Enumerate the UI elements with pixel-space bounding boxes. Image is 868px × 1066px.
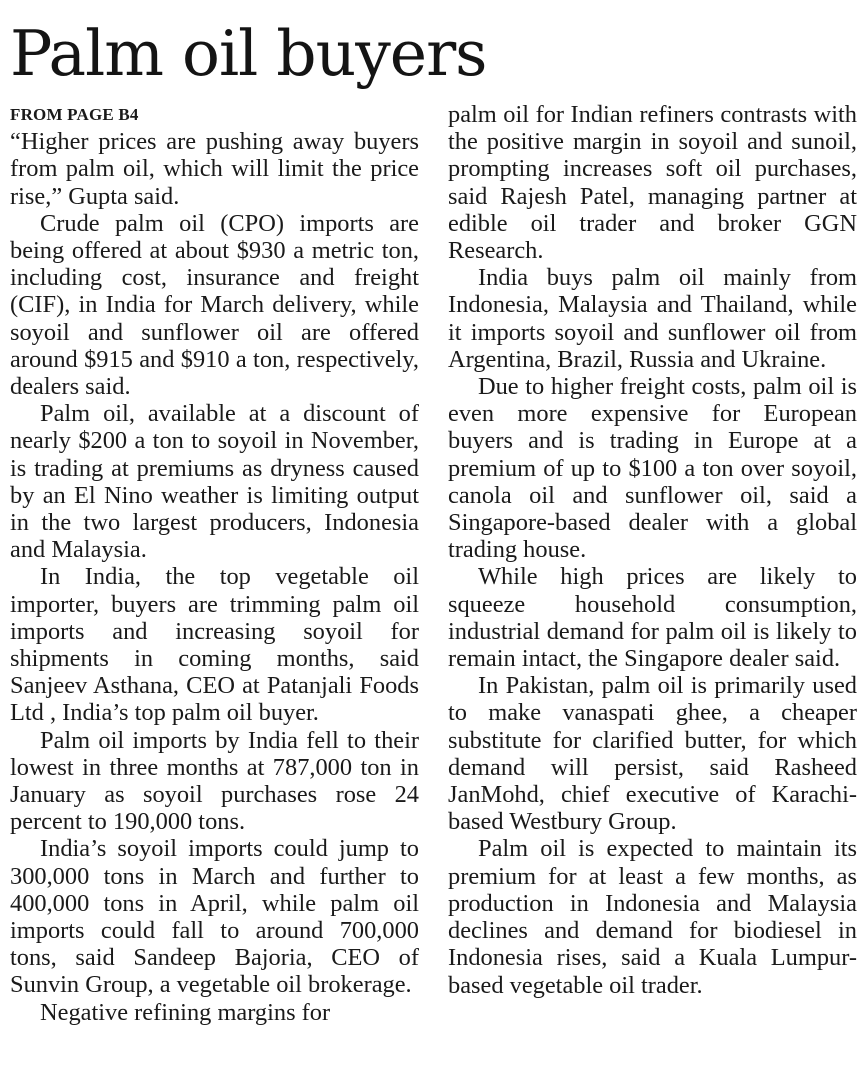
article-column-left — [10, 101, 419, 1059]
paragraph: “Higher prices are pushing away buyers from palm oil, which will limit the price rise,” Gupta said. — [10, 128, 419, 210]
paragraph: palm oil for Indian refiners contrasts with the positive margin in soyoil and sunoil, prompting increases soft oil purchases, said Rajesh Patel, managing partner at edible oil trader and broker GGN Research. — [448, 101, 857, 265]
continuation-kicker: FROM PAGE B4 — [10, 105, 139, 124]
headline: Palm oil buyers — [10, 17, 487, 90]
paragraph: In Pakistan, palm oil is primarily used to make vanaspati ghee, a cheaper substitute for clarified butter, for which demand will persist, said Rasheed JanMohd, chief executive of Karachi-based Westbury Group. — [448, 672, 857, 836]
paragraph: Palm oil imports by India fell to their lowest in three months at 787,000 ton in January as soyoil purchases rose 24 percent to 190,000 tons. — [10, 726, 419, 836]
paragraph: Palm oil, available at a discount of nearly $200 a ton to soyoil in November, is trading at premiums as dryness caused by an El Nino weather is limiting output in the two largest producers, Indonesia and Malaysia. — [10, 400, 419, 564]
paragraph: While high prices are likely to squeeze household consumption, industrial demand for palm oil is likely to remain intact, the Singapore dealer said. — [448, 563, 857, 673]
paragraph: Negative refining margins for — [40, 998, 331, 1026]
paragraph: India buys palm oil mainly from Indonesia, Malaysia and Thailand, while it imports soyoil and sunflower oil from Argentina, Brazil, Russia and Ukraine. — [448, 264, 857, 373]
paragraph: Due to higher freight costs, palm oil is even more expensive for European buyers and is trading in Europe at a premium of up to $100 a ton over soyoil, canola oil and sunflower oil, said a Singapore-based dealer with a global trading house. — [448, 373, 857, 564]
paragraph: In India, the top vegetable oil importer, buyers are trimming palm oil imports and increasing soyoil for shipments in coming months, said Sanjeev Asthana, CEO at Patanjali Foods Ltd , India’s top palm oil buyer. — [10, 563, 419, 727]
paragraph: Crude palm oil (CPO) imports are being offered at about $930 a metric ton, including cost, insurance and freight (CIF), in India for March delivery, while soyoil and sunflower oil are offered around $915 and $910 a ton, respectively, dealers said. — [10, 209, 419, 401]
paragraph: India’s soyoil imports could jump to 300,000 tons in March and further to 400,000 tons in April, while palm oil imports could fall to around 700,000 tons, said Sandeep Bajoria, CEO of Sunvin Group, a vegetable oil brokerage. — [10, 835, 419, 999]
article-column-right — [448, 101, 857, 1059]
paragraph: Palm oil is expected to maintain its premium for at least a few months, as production in Indonesia and Malaysia declines and demand for biodiesel in Indonesia rises, said a Kuala Lumpur-based vegetable oil trader. — [448, 835, 857, 999]
